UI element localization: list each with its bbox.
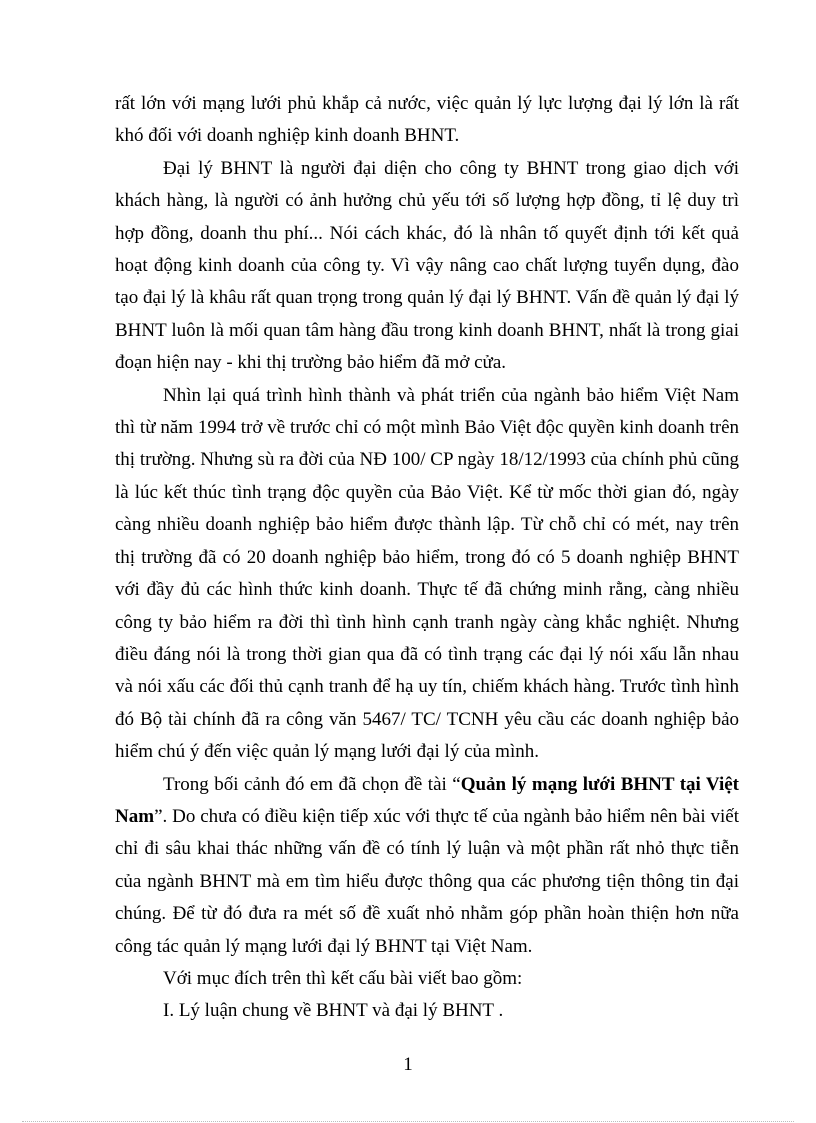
- paragraph-agent-role: Đại lý BHNT là người đại diện cho công ty BHNT trong giao dịch với khách hàng, là người có ảnh hưởng chủ yếu tới số lượng hợp đồng, tỉ lệ duy trì hợp đồng, doanh thu phí... Nói cách khác, đó là nhân tố quyết định tới kết quả hoạt động kinh doanh của công ty. Vì vậy nâng cao chất lượng tuyển dụng, đào tạo đại lý là khâu rất quan trọng trong quản lý đại lý BHNT. Vấn đề quản lý đại lý BHNT luôn là mối quan tâm hàng đầu trong kinh doanh BHNT, nhất là trong giai đoạn hiện nay - khi thị trường bảo hiểm đã mở cửa.: [115, 157, 739, 374]
- topic-title: Quản lý mạng lưới BHNT tại Việt Nam: [115, 773, 739, 827]
- outline-item-1: I. Lý luận chung về BHNT và đại lý BHNT .: [163, 1000, 504, 1022]
- page-edge-divider: [22, 1121, 794, 1122]
- page-number: 1: [403, 1054, 413, 1075]
- paragraph-topic-choice: [115, 769, 739, 963]
- paragraph-continuation: rất lớn với mạng lưới phủ khắp cả nước, việc quản lý lực lượng đại lý lớn là rất khó đối với doanh nghiệp kinh doanh BHNT.: [115, 93, 739, 147]
- topic-intro-text: Trong bối cảnh đó em đã chọn đề tài “: [163, 773, 461, 795]
- body-text: [115, 88, 739, 1028]
- topic-rest-text: ”. Do chưa có điều kiện tiếp xúc với thực tế của ngành bảo hiểm nên bài viết chỉ đi sâu khai thác những vấn đề có tính lý luận và một phần rất nhỏ thực tiễn của ngành BHNT mà em tìm hiểu được thông qua các phương tiện thông tin đại chúng. Để từ đó đưa ra mét số đề xuất nhỏ nhằm góp phần hoàn thiện hơn nữa công tác quản lý mạng lưới đại lý BHNT tại Việt Nam.: [115, 805, 739, 957]
- paragraph-market-history: Nhìn lại quá trình hình thành và phát triển của ngành bảo hiểm Việt Nam thì từ năm 1994 trở về trước chỉ có một mình Bảo Việt độc quyền kinh doanh trên thị trường. Nhưng sù ra đời của NĐ 100/ CP ngày 18/12/1993 của chính phủ cũng là lúc kết thúc tình trạng độc quyền của Bảo Việt. Kể từ mốc thời gian đó, ngày càng nhiều doanh nghiệp bảo hiểm được thành lập. Từ chỗ chỉ có mét, nay trên thị trường đã có 20 doanh nghiệp bảo hiểm, trong đó có 5 doanh nghiệp BHNT với đầy đủ các hình thức kinh doanh. Thực tế đã chứng minh rằng, càng nhiều công ty bảo hiểm ra đời thì tình hình cạnh tranh ngày càng khắc nghiệt. Nhưng điều đáng nói là trong thời gian qua đã có tình trạng các đại lý nói xấu lẫn nhau và nói xấu các đối thủ cạnh tranh để hạ uy tín, chiếm khách hàng. Trước tình hình đó Bộ tài chính đã ra công văn 5467/ TC/ TCNH yêu cầu các doanh nghiệp bảo hiểm chú ý đến việc quản lý mạng lưới đại lý của mình.: [115, 384, 739, 763]
- paragraph-structure-intro: Với mục đích trên thì kết cấu bài viết bao gồm:: [163, 967, 523, 989]
